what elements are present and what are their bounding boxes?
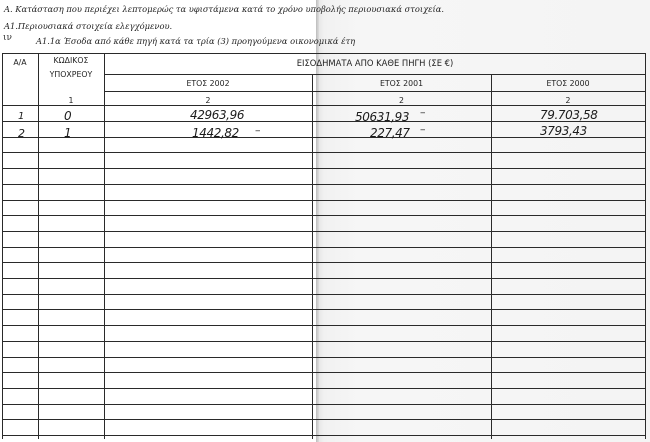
row-line: [2, 419, 646, 420]
row-line: [2, 341, 646, 342]
row-line: [2, 184, 646, 185]
row-divider: [104, 91, 646, 92]
row-line: [2, 200, 646, 201]
row2-value-2000: 3793,43: [540, 124, 587, 138]
row-line: [2, 435, 646, 436]
numbering-code: 1: [68, 96, 74, 105]
col-aa-header: Α/Α: [13, 58, 27, 67]
column-divider: [491, 74, 492, 439]
numbering-2002: 2: [205, 96, 211, 105]
year-header-2002: ΕΤΟΣ 2002: [186, 79, 230, 88]
row-line: [2, 294, 646, 295]
column-divider: [312, 74, 313, 439]
row-line: [2, 404, 646, 405]
row-line: [2, 325, 646, 326]
row-line: [2, 309, 646, 310]
heading-a11: Α1.1α Έσοδα από κάθε πηγή κατά τα τρία (3) προηγούμενα οικονομικά έτη: [36, 36, 356, 46]
heading-a: Α. Κατάσταση που περιέχει λεπτομερώς τα υφιστάμενα κατά το χρόνο υποβολής περιουσιακά στοιχεία.: [4, 4, 445, 14]
row-line: [2, 388, 646, 389]
col-code-header-line2: ΥΠΟΧΡΕΟΥ: [49, 70, 93, 79]
row-line: [2, 278, 646, 279]
row-divider: [104, 74, 646, 75]
row-line: [2, 152, 646, 153]
row1-value-2001: 50631,93: [355, 110, 410, 124]
income-group-header: ΕΙΣΟΔΗΜΑΤΑ ΑΠΟ ΚΑΘΕ ΠΗΓΗ (ΣΕ €): [296, 58, 454, 68]
row2-dash: –: [420, 123, 426, 136]
heading-a1: Α1.Περιουσιακά στοιχεία ελεγχόμενου.: [4, 21, 173, 31]
year-header-2000: ΕΤΟΣ 2000: [546, 79, 590, 88]
row2-aa: 2: [18, 127, 25, 140]
row1-dash: –: [420, 106, 426, 119]
row-line: [2, 231, 646, 232]
row-line: [2, 215, 646, 216]
row2-value-2001: 227,47: [370, 126, 410, 140]
numbering-2000: 2: [565, 96, 571, 105]
row1-value-2002: 42963,96: [190, 108, 245, 122]
numbering-2001: 2: [399, 96, 404, 105]
row-line: [2, 247, 646, 248]
row-line: [2, 168, 646, 169]
heading-a11-mark: ιν: [3, 33, 12, 43]
row1-value-2000: 79.703,58: [540, 108, 598, 122]
row1-aa: 1: [18, 111, 24, 122]
row2-code: 1: [64, 126, 72, 140]
col-code-header-line1: ΚΩΔΙΚΟΣ: [53, 56, 89, 65]
year-header-2001: ΕΤΟΣ 2001: [379, 79, 424, 88]
row-line: [2, 262, 646, 263]
row2-value-2002: 1442,82: [192, 126, 239, 140]
row-divider: [2, 105, 646, 106]
row2-dash: –: [255, 124, 261, 137]
row1-code: 0: [64, 109, 72, 123]
row-line: [2, 357, 646, 358]
row-line: [2, 372, 646, 373]
table-border-top: [2, 53, 646, 54]
